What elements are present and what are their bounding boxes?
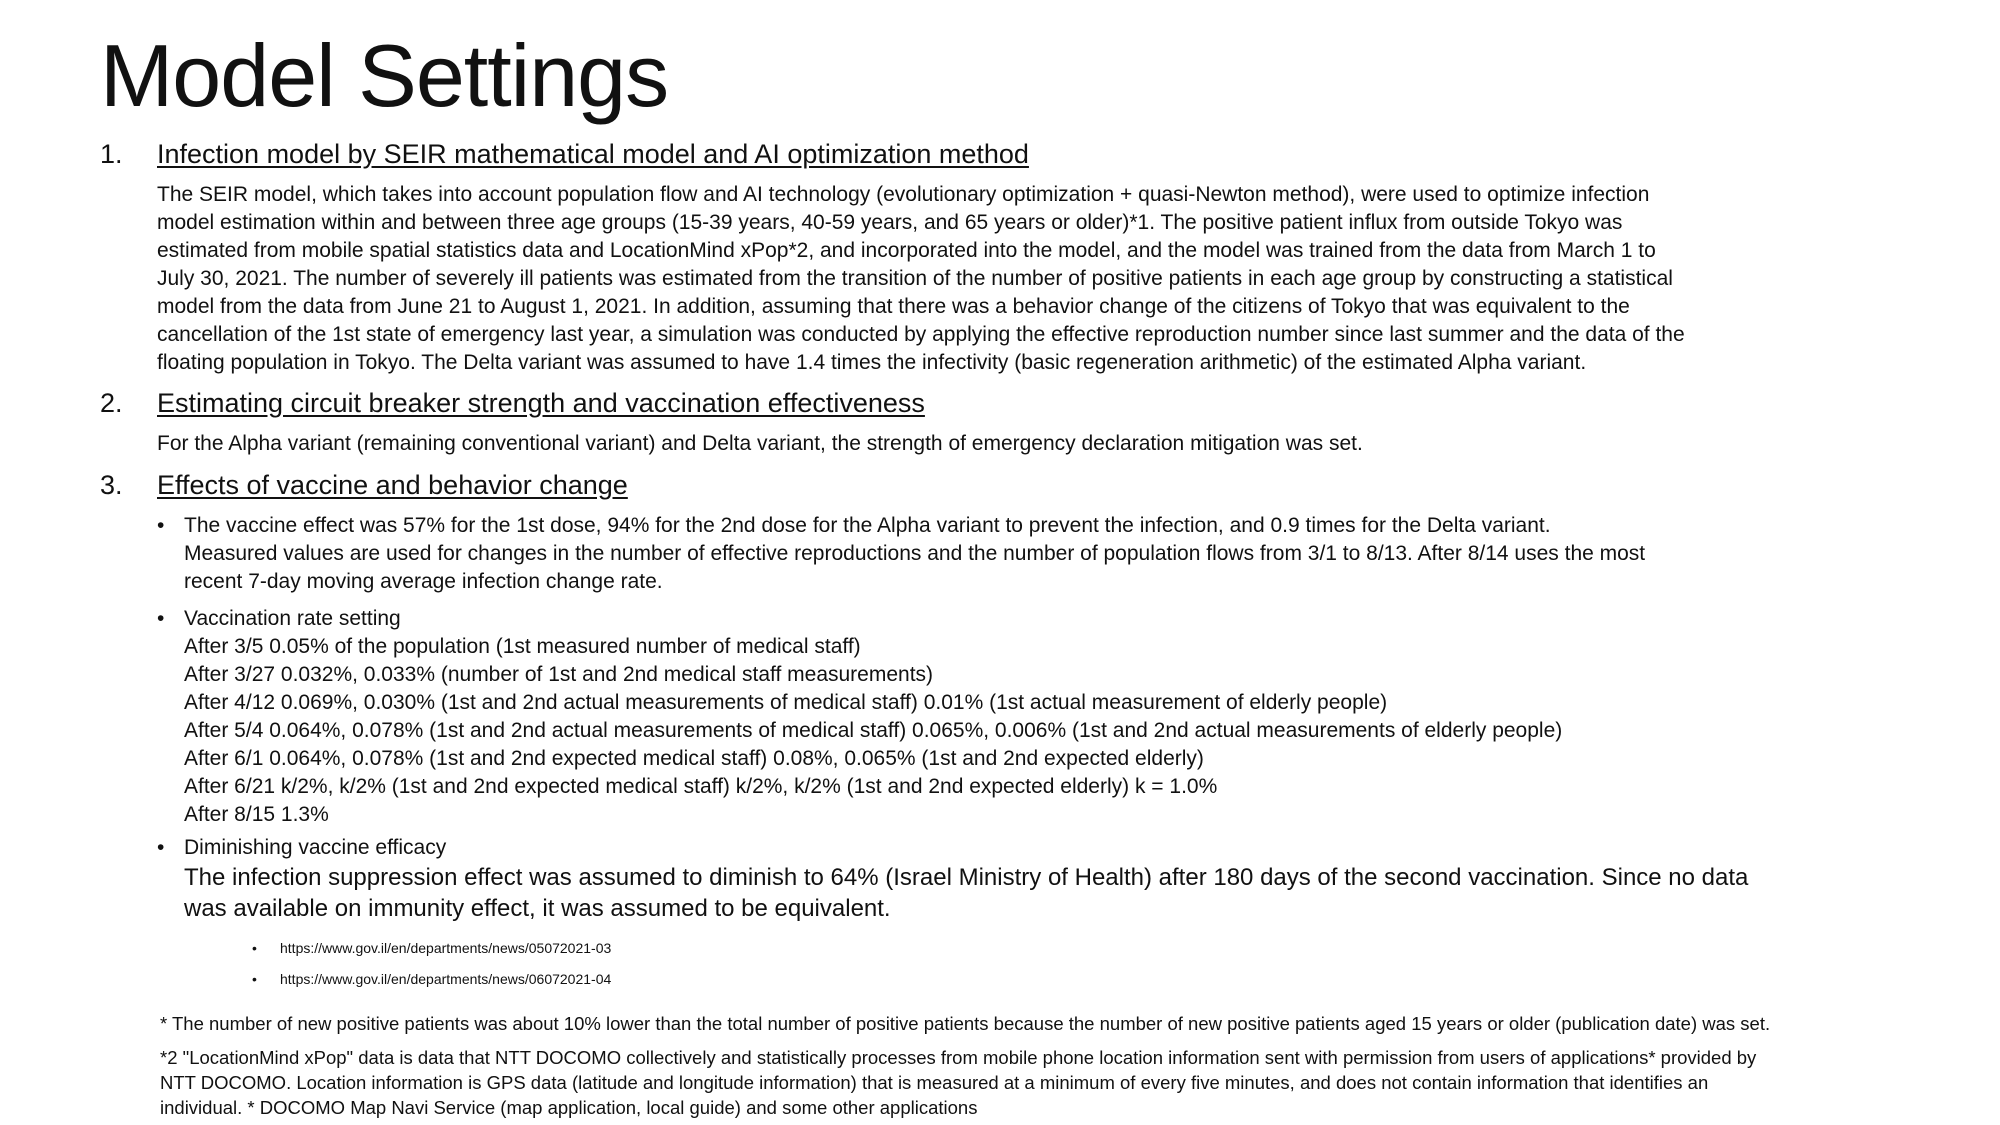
bullet-marker: • [157, 836, 165, 859]
sub-bullet-marker: • [252, 940, 257, 956]
source-link[interactable]: https://www.gov.il/en/departments/news/06072021-04 [280, 971, 612, 987]
section-body [157, 181, 1685, 377]
bullet-line: After 5/4 0.064%, 0.078% (1st and 2nd actual measurements of medical staff) 0.065%, 0.006% (1st and 2nd actual measurements of elderly people) [184, 719, 1563, 742]
bullet-text [184, 512, 1645, 596]
section-number: 3. [100, 470, 123, 500]
bullet-marker: • [157, 607, 165, 630]
bullet-text [184, 834, 446, 862]
bullet-line: Vaccination rate setting [184, 607, 401, 630]
bullet-line: After 4/12 0.069%, 0.030% (1st and 2nd actual measurements of medical staff) 0.01% (1st actual measurement of elderly people) [184, 691, 1388, 714]
section-heading: Effects of vaccine and behavior change [157, 470, 628, 500]
bullet-marker: • [157, 514, 165, 537]
bullet-line: After 6/21 k/2%, k/2% (1st and 2nd expected medical staff) k/2%, k/2% (1st and 2nd expected elderly) k = 1.0% [184, 775, 1218, 798]
page-title: Model Settings [100, 26, 669, 125]
body-line: July 30, 2021. The number of severely ill patients was estimated from the transition of the number of positive patients in each age group by constructing a statistical [157, 267, 1673, 290]
bullet-line: After 6/1 0.064%, 0.078% (1st and 2nd expected medical staff) 0.08%, 0.065% (1st and 2nd expected elderly) [184, 747, 1204, 770]
bullet-line: was available on immunity effect, it was assumed to be equivalent. [184, 895, 891, 922]
bullet-line: After 8/15 1.3% [184, 803, 329, 826]
bullet-line: After 3/27 0.032%, 0.033% (number of 1st and 2nd medical staff measurements) [184, 663, 934, 686]
footnote-2 [160, 1045, 1756, 1120]
body-line: model from the data from June 21 to August 1, 2021. In addition, assuming that there was a behavior change of the citizens of Tokyo that was equivalent to the [157, 295, 1630, 318]
bullet-line: The vaccine effect was 57% for the 1st dose, 94% for the 2nd dose for the Alpha variant to prevent the infection, and 0.9 times for the Delta variant. [184, 514, 1551, 537]
section-heading: Estimating circuit breaker strength and vaccination effectiveness [157, 388, 925, 418]
bullet-text [184, 605, 1562, 829]
bullet-text-large [184, 862, 1748, 924]
footnote-line: * The number of new positive patients was about 10% lower than the total number of positive patients because the number of new positive patients aged 15 years or older (publication date) was set. [160, 1013, 1771, 1034]
body-line: floating population in Tokyo. The Delta variant was assumed to have 1.4 times the infectivity (basic regeneration arithmetic) of the estimated Alpha variant. [157, 351, 1587, 374]
section-number: 2. [100, 388, 123, 418]
section-number: 1. [100, 139, 123, 169]
footnote-line: individual. * DOCOMO Map Navi Service (map application, local guide) and some other applications [160, 1097, 978, 1118]
sub-bullet-marker: • [252, 971, 257, 987]
section-heading: Infection model by SEIR mathematical model and AI optimization method [157, 139, 1029, 169]
footnote-line: *2 "LocationMind xPop" data is data that NTT DOCOMO collectively and statistically processes from mobile phone location information sent with permission from users of applications* provided by [160, 1047, 1757, 1068]
body-line: For the Alpha variant (remaining conventional variant) and Delta variant, the strength of emergency declaration mitigation was set. [157, 432, 1363, 455]
bullet-line: recent 7-day moving average infection change rate. [184, 570, 663, 593]
bullet-line: After 3/5 0.05% of the population (1st measured number of medical staff) [184, 635, 861, 658]
bullet-line: Measured values are used for changes in the number of effective reproductions and the number of population flows from 3/1 to 8/13. After 8/14 uses the most [184, 542, 1646, 565]
source-link[interactable]: https://www.gov.il/en/departments/news/05072021-03 [280, 940, 612, 956]
footnote-line: NTT DOCOMO. Location information is GPS data (latitude and longitude information) that is measured at a minimum of every five minutes, and does not contain information that identifies an [160, 1072, 1709, 1093]
footnote-1 [160, 1011, 1770, 1036]
body-line: estimated from mobile spatial statistics data and LocationMind xPop*2, and incorporated into the model, and the model was trained from the data from March 1 to [157, 239, 1656, 262]
bullet-title: Diminishing vaccine efficacy [184, 836, 447, 859]
body-line: cancellation of the 1st state of emergency last year, a simulation was conducted by applying the effective reproduction number since last summer and the data of the [157, 323, 1685, 346]
body-line: The SEIR model, which takes into account population flow and AI technology (evolutionary optimization + quasi-Newton method), were used to optimize infection [157, 183, 1650, 206]
bullet-line: The infection suppression effect was assumed to diminish to 64% (Israel Ministry of Health) after 180 days of the second vaccination. Since no data [184, 864, 1749, 891]
body-line: model estimation within and between three age groups (15-39 years, 40-59 years, and 65 years or older)*1. The positive patient influx from outside Tokyo was [157, 211, 1623, 234]
section-body [157, 430, 1363, 458]
